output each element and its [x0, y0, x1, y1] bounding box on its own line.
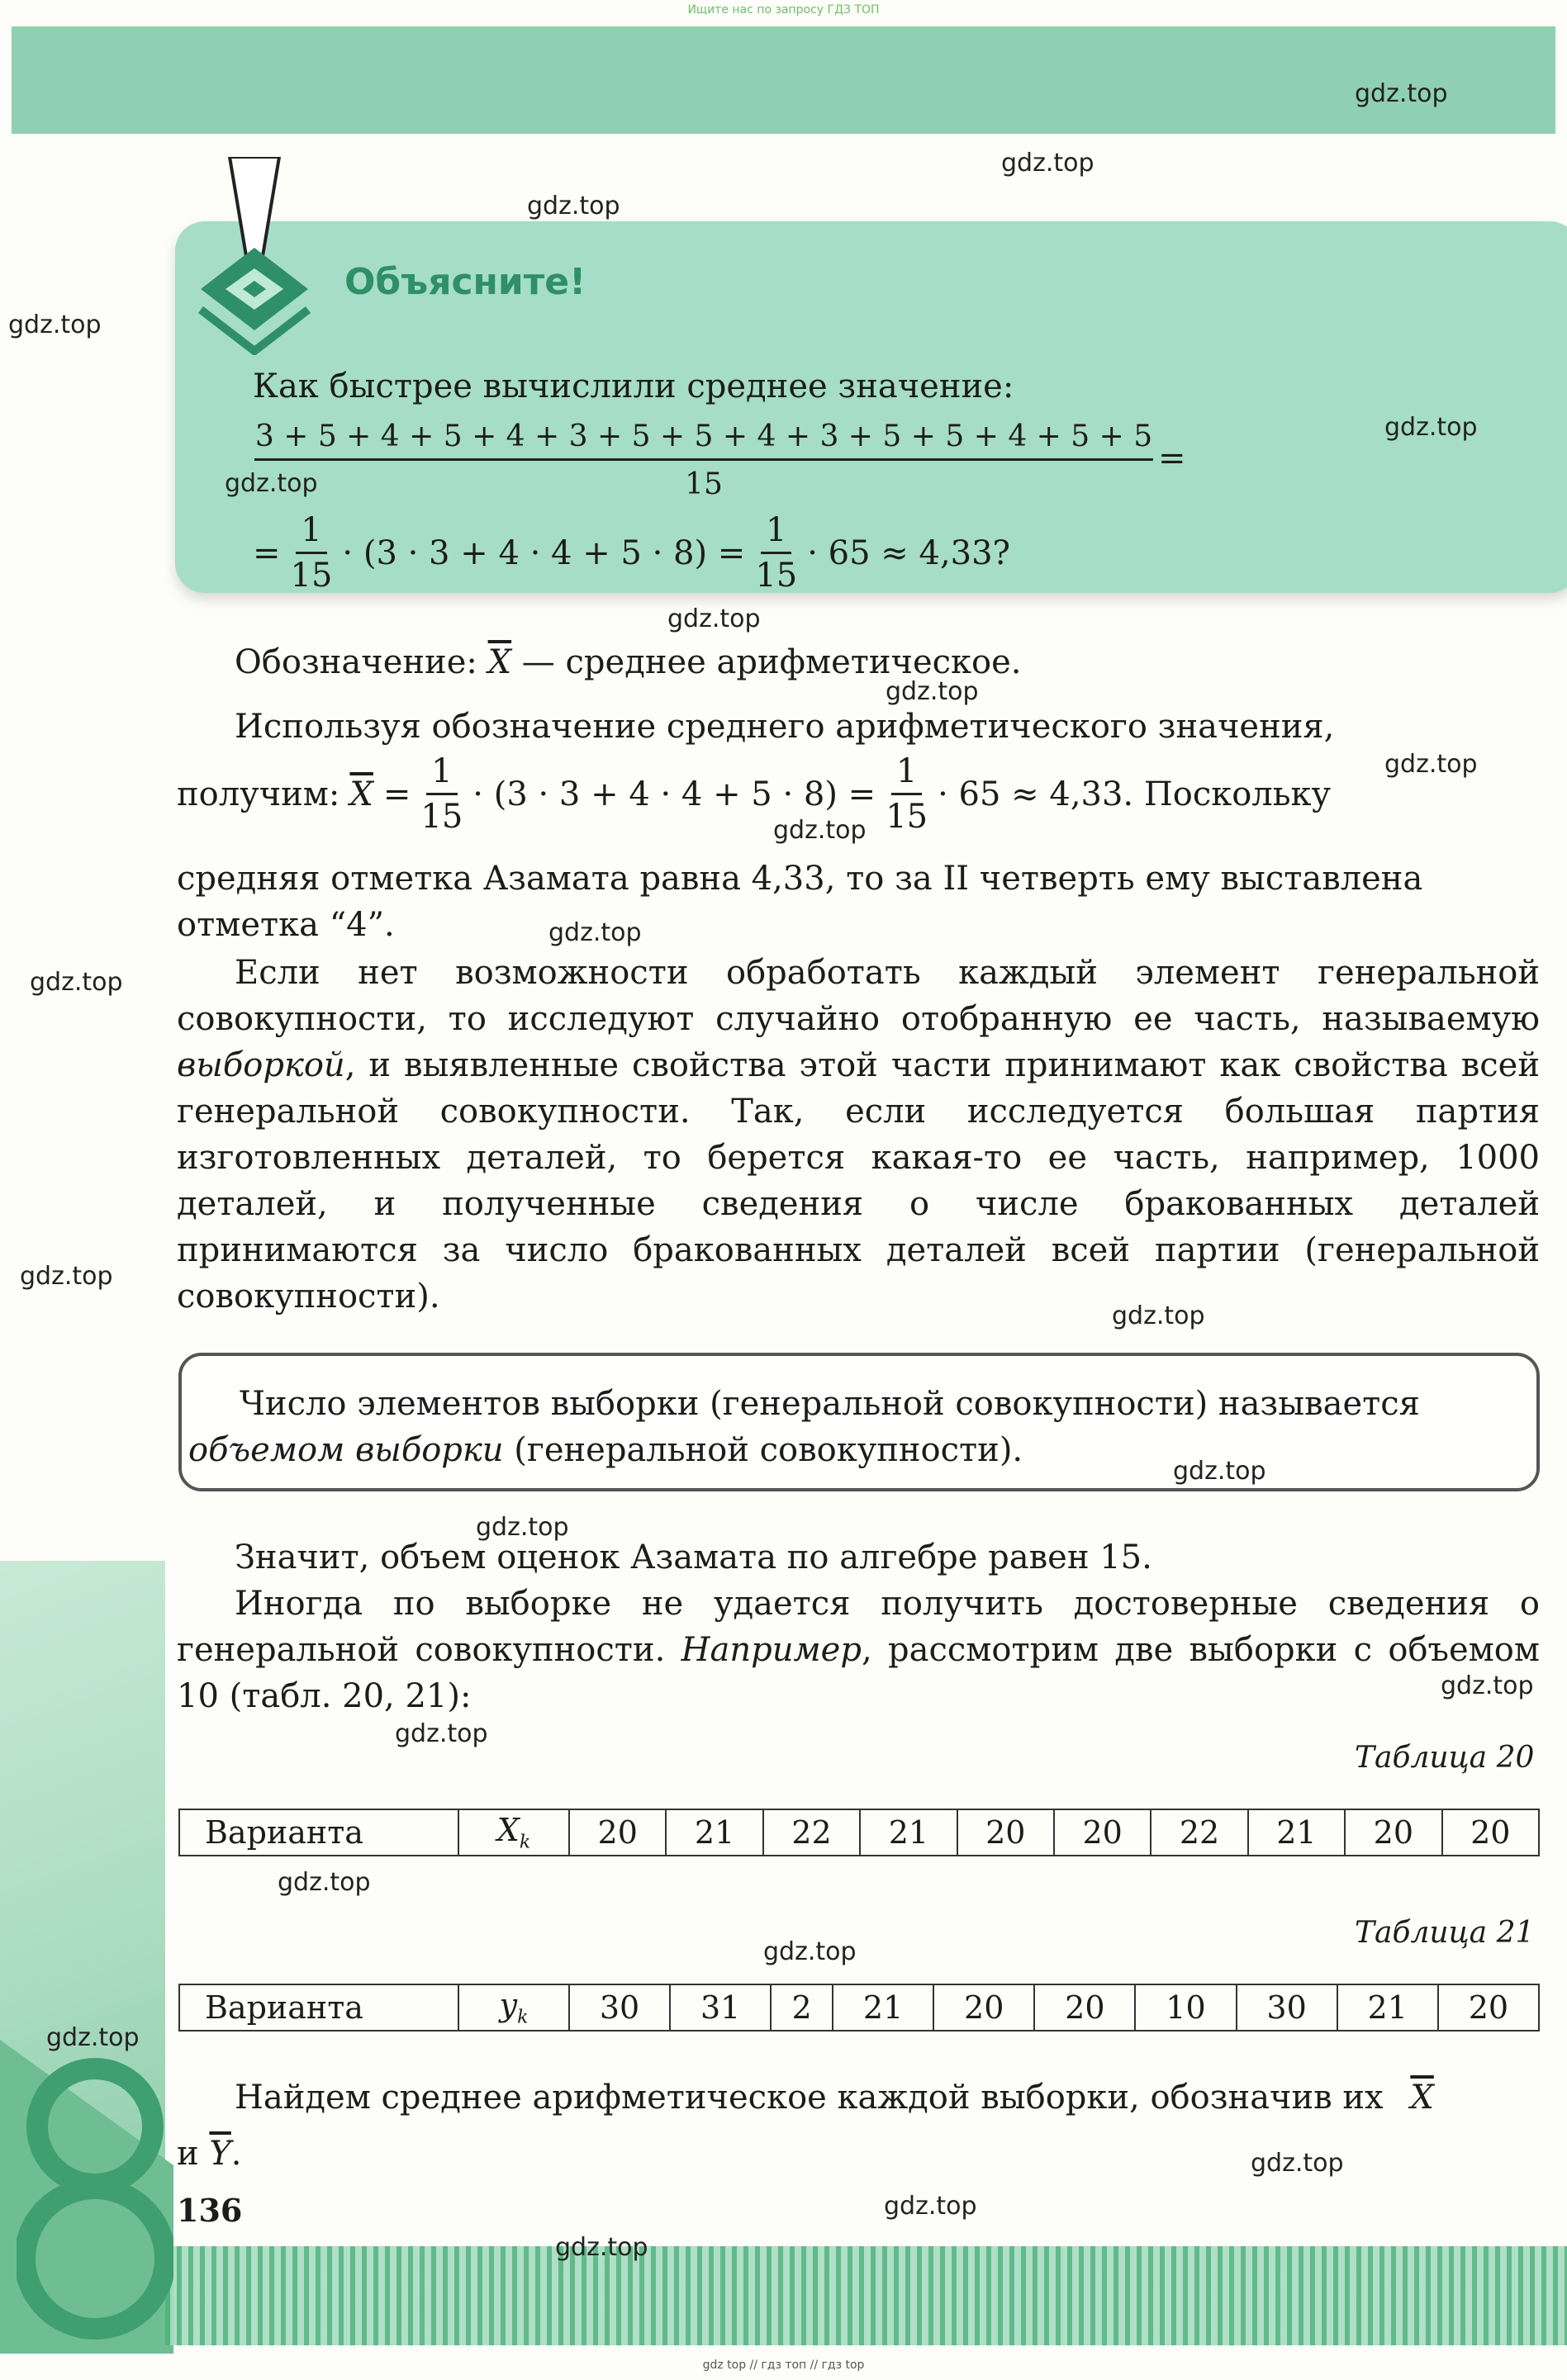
sum-numerator: 3 + 5 + 4 + 5 + 4 + 3 + 5 + 5 + 4 + 3 + 5 + 5 + 4 + 5 + 5: [254, 420, 1153, 461]
table-row: [179, 1809, 1539, 1856]
table-cell: 20: [933, 1984, 1034, 2031]
watermark: gdz.top: [1251, 2149, 1344, 2178]
equals-sign: =: [1158, 439, 1186, 477]
table-cell: 22: [1151, 1809, 1247, 1856]
fraction-numerator: 1: [891, 755, 922, 795]
table-cell: 20: [1054, 1809, 1151, 1856]
fraction-denominator: 15: [290, 557, 333, 595]
var-symbol: X: [496, 1812, 520, 1849]
definition-line1: Число элементов выборки (генеральной совокупности) называется: [240, 1385, 1420, 1423]
watermark: gdz.top: [548, 918, 642, 947]
para5-y-symbol: $\overline{Y}$: [209, 2135, 231, 2173]
watermark: gdz.top: [1384, 750, 1478, 779]
watermark: gdz.top: [1441, 1671, 1534, 1700]
para1-symbol: $\overline{X}$: [349, 775, 373, 813]
table20-caption: Таблица 20: [1355, 1741, 1535, 1775]
table-cell: 20: [957, 1809, 1054, 1856]
watermark: gdz.top: [395, 1719, 488, 1748]
para5-line1: [235, 2074, 1434, 2121]
watermark: gdz.top: [278, 1868, 371, 1897]
fraction-numerator: 1: [296, 514, 326, 554]
watermark: gdz.top: [773, 816, 867, 845]
top-search-link[interactable]: Ищите нас по запросу ГДЗ ТОП: [687, 3, 880, 17]
var-symbol: y: [499, 1987, 518, 2024]
para3: Значит, объем оценок Азамата по алгебре равен 15.: [235, 1538, 1152, 1576]
notation-label: Обозначение:: [235, 643, 477, 681]
definition-rest: (генеральной совокупности).: [503, 1431, 1023, 1469]
watermark: gdz.top: [476, 1513, 569, 1542]
para1-eq-end: · 65 ≈ 4,33. Поскольку: [938, 775, 1332, 813]
fraction-denominator: 15: [755, 557, 798, 595]
watermark: gdz.top: [30, 968, 123, 997]
watermark: gdz.top: [1384, 413, 1478, 442]
watermark: gdz.top: [46, 2023, 140, 2052]
explain-title: Объясните!: [344, 261, 586, 303]
table-cell: 30: [1237, 1984, 1337, 2031]
watermark: gdz.top: [1355, 79, 1448, 108]
para4: [177, 1581, 1540, 1719]
page-number: 136: [177, 2192, 243, 2229]
explain-question: Как быстрее вычислили среднее значение:: [253, 367, 1014, 405]
equation-end: · 65 ≈ 4,33?: [807, 533, 1010, 572]
var-subscript: k: [517, 2007, 529, 2028]
para1-fraction: [420, 752, 463, 836]
para5-x-symbol: $\overline{X}$: [1410, 2079, 1434, 2117]
watermark: gdz.top: [886, 677, 979, 706]
para1-line3: средняя отметка Азамата равна 4,33, то за II четверть ему выставлена: [177, 860, 1423, 898]
table-cell: 21: [666, 1809, 762, 1856]
top-decor-band: [12, 26, 1555, 134]
para2: [177, 950, 1540, 1320]
table-cell: 20: [1438, 1984, 1539, 2031]
table-cell: 20: [1345, 1809, 1441, 1856]
watermark: gdz.top: [667, 604, 761, 633]
para4-rest: , рассмотрим две выборки с объемом 10 (табл. 20, 21):: [177, 1631, 1540, 1715]
fraction-numerator: 1: [426, 755, 457, 795]
para2-start: Если нет возможности обработать каждый элемент генеральной совокупности, то исследуют случайно отобранную ее часть, называемую: [177, 954, 1540, 1038]
notation-symbol: $\overline{X}$: [487, 643, 512, 681]
watermark: gdz.top: [20, 1262, 113, 1291]
table-cell: 21: [860, 1809, 957, 1856]
table-cell: 21: [1337, 1984, 1438, 2031]
para4-emph: Например: [681, 1631, 862, 1669]
fraction-one-fifteenth: [290, 511, 333, 595]
para2-emph: выборкой: [177, 1046, 345, 1084]
para5-dot: .: [230, 2135, 242, 2173]
definition-text: [188, 1381, 1528, 1473]
fraction-numerator: 1: [761, 514, 791, 554]
table-20: [178, 1809, 1540, 1856]
para4-start: Иногда по выборке не удается получить достоверные сведения о генеральной совокупности.: [177, 1585, 1540, 1669]
table-cell: 10: [1135, 1984, 1236, 2031]
footer-links[interactable]: gdz top // гдз топ // гдз top: [702, 2359, 865, 2372]
table-cell: 21: [833, 1984, 933, 2031]
table-cell: 31: [670, 1984, 771, 2031]
table-cell: 2: [771, 1984, 833, 2031]
table-label-cell: Варианта: [179, 1809, 458, 1856]
watermark: gdz.top: [1112, 1301, 1205, 1330]
var-subscript: k: [519, 1832, 531, 1853]
table-label-cell: Варианта: [179, 1984, 458, 2031]
table-21: [178, 1984, 1540, 2032]
table21-caption: Таблица 21: [1355, 1916, 1535, 1950]
table-var-cell: [458, 1809, 569, 1856]
para1-line1: Используя обозначение среднего арифметического значения,: [235, 708, 1335, 746]
exclamation-icon: [197, 157, 312, 355]
watermark: gdz.top: [225, 469, 318, 498]
table-row: [179, 1984, 1539, 2031]
equals-sign: =: [382, 775, 411, 813]
table-cell: 20: [1442, 1809, 1539, 1856]
fraction-one-fifteenth-2: [755, 511, 798, 595]
table-cell: 21: [1248, 1809, 1345, 1856]
watermark: gdz.top: [1001, 149, 1095, 178]
table-cell: 20: [569, 1809, 666, 1856]
para5-and: и: [177, 2135, 199, 2173]
fraction-denominator: 15: [420, 798, 463, 836]
para5-text: Найдем среднее арифметическое каждой выборки, обозначив их: [235, 2079, 1384, 2117]
table-cell: 20: [1034, 1984, 1135, 2031]
para1-equation: [177, 752, 1332, 836]
fraction-denominator: 15: [886, 798, 928, 836]
watermark: gdz.top: [884, 2192, 977, 2221]
table-cell: 30: [569, 1984, 670, 2031]
table-var-cell: [458, 1984, 569, 2031]
para2-rest: , и выявленные свойства этой части принимают как свойства всей генеральной совокупности. Так, если исследуется большая партия изготовленных деталей, то берется какая-то ее часть, например, 1000 деталей, и полученные сведения о числе бракованных деталей принимаются за число бракованных деталей всей партии (генеральной совокупности).: [177, 1046, 1540, 1316]
figure-eight-decor: [17, 2048, 173, 2345]
notation-text: — среднее арифметическое.: [521, 643, 1022, 681]
equation-middle: · (3 · 3 + 4 · 4 + 5 · 8) =: [342, 533, 746, 572]
watermark: gdz.top: [763, 1937, 857, 1966]
table-cell: 22: [763, 1809, 860, 1856]
para1-fraction-2: [886, 752, 928, 836]
explain-equation: [253, 511, 1010, 595]
watermark: gdz.top: [527, 192, 620, 220]
definition-emph: объемом выборки: [188, 1431, 504, 1469]
para5-line2: [177, 2131, 242, 2177]
para1-got: получим:: [177, 775, 340, 813]
bottom-ruler-decor: [165, 2246, 1567, 2345]
equation-prefix: =: [253, 533, 281, 572]
sum-denominator: 15: [685, 467, 723, 501]
watermark: gdz.top: [555, 2233, 648, 2262]
para1-eq-middle: · (3 · 3 + 4 · 4 + 5 · 8) =: [472, 775, 876, 813]
para1-line4: отметка “4”.: [177, 906, 395, 944]
watermark: gdz.top: [1173, 1457, 1266, 1486]
watermark: gdz.top: [8, 311, 102, 339]
